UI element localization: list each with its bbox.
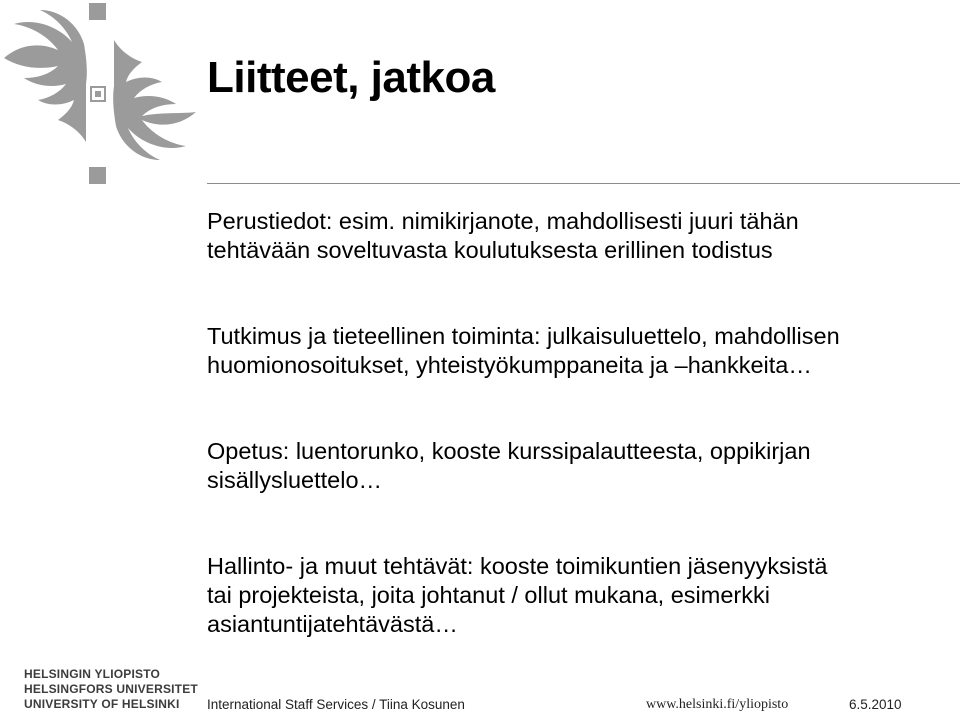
university-flame-logo-icon (0, 0, 200, 190)
paragraph-basic-info: Perustiedot: esim. nimikirjanote, mahdollisesti juuri tähän tehtävään soveltuvasta koulutuksesta erillinen todistus (207, 208, 799, 263)
paragraph-research: Tutkimus ja tieteellinen toiminta: julkaisuluettelo, mahdollisen huomionosoitukset, yhteistyökumppaneita ja –hankkeita… (207, 323, 840, 378)
paragraph-administration: Hallinto- ja muut tehtävät: kooste toimikuntien jäsenyyksistä tai projekteista, joita johtanut / ollut mukana, esimerkki asiantuntijatehtävästä… (207, 553, 828, 637)
university-name-fi: HELSINGIN YLIOPISTO (24, 667, 161, 681)
footer-author: International Staff Services / Tiina Kosunen (207, 697, 465, 712)
title-divider (207, 183, 960, 184)
university-name-sv: HELSINGFORS UNIVERSITET (24, 682, 198, 696)
footer-date: 6.5.2010 (849, 697, 902, 712)
slide-title: Liitteet, jatkoa (207, 53, 495, 102)
footer-url: www.helsinki.fi/yliopisto (646, 697, 789, 712)
paragraph-teaching: Opetus: luentorunko, kooste kurssipalautteesta, oppikirjan sisällysluettelo… (207, 438, 811, 493)
university-name-en: UNIVERSITY OF HELSINKI (24, 697, 180, 711)
university-name-block (24, 667, 198, 712)
slide-content (207, 207, 952, 639)
